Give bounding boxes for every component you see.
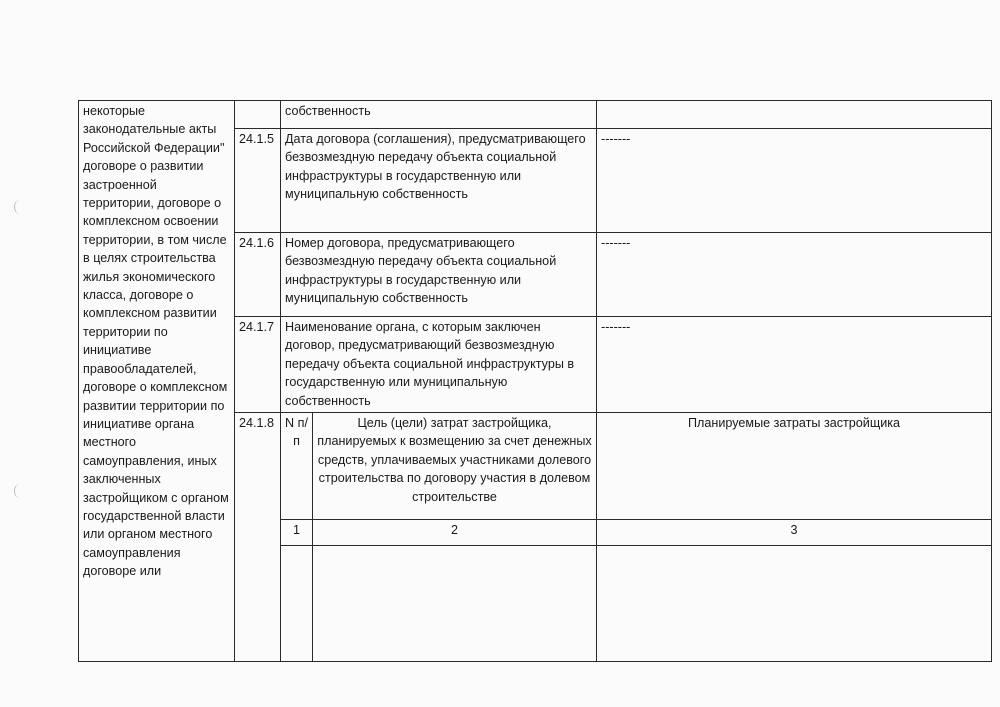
left-label-text: некоторые законодательные акты Российской Федерации" договоре о развитии застроенной территории, договоре о комплексном освоении территории, в том числе в целях строительства жилья экономического класса, договоре о комплексном развитии территории по инициативе правообладателей, договоре о комплексном развитии территории по инициативе органа местного самоуправления, иных заключенных застройщиком с органом государственной власти или органом местного самоуправления договоре или bbox=[83, 104, 229, 579]
punch-hole-mark bbox=[14, 200, 25, 214]
costs-header-number: N п/п bbox=[281, 413, 313, 520]
row-label-cell: Дата договора (соглашения), предусматривающего безвозмездную передачу объекта социальной инфраструктуры в государственную или муниципальную собственность bbox=[281, 129, 597, 233]
row-label-cell: собственность bbox=[281, 101, 597, 129]
row-label-cell: Наименование органа, с которым заключен договор, предусматривающий безвозмездную передачу объекта социальной инфраструктуры в государственную или муниципальную собственность bbox=[281, 317, 597, 413]
costs-column-number: 3 bbox=[597, 520, 992, 546]
row-value-cell bbox=[597, 101, 992, 129]
row-number-cell: 24.1.6 bbox=[235, 233, 281, 317]
costs-empty-cell bbox=[597, 546, 992, 662]
row-number-cell bbox=[235, 101, 281, 129]
costs-header-planned: Планируемые затраты застройщика bbox=[597, 413, 992, 520]
costs-column-number: 2 bbox=[313, 520, 597, 546]
row-number-cell: 24.1.8 bbox=[235, 413, 281, 662]
left-label-cell bbox=[79, 101, 235, 662]
punch-hole-mark bbox=[14, 484, 25, 498]
costs-header-goal: Цель (цели) затрат застройщика, планируемых к возмещению за счет денежных средств, уплачиваемых участниками долевого строительства по договору участия в долевом строительстве bbox=[313, 413, 597, 520]
row-value-cell: ------- bbox=[597, 129, 992, 233]
costs-empty-cell bbox=[313, 546, 597, 662]
row-number-cell: 24.1.7 bbox=[235, 317, 281, 413]
row-label-cell: Номер договора, предусматривающего безвозмездную передачу объекта социальной инфраструктуры в государственную или муниципальную собственность bbox=[281, 233, 597, 317]
row-value-cell: ------- bbox=[597, 233, 992, 317]
row-number-cell: 24.1.5 bbox=[235, 129, 281, 233]
document-table bbox=[78, 100, 992, 662]
row-value-cell: ------- bbox=[597, 317, 992, 413]
costs-empty-cell bbox=[281, 546, 313, 662]
costs-column-number: 1 bbox=[281, 520, 313, 546]
